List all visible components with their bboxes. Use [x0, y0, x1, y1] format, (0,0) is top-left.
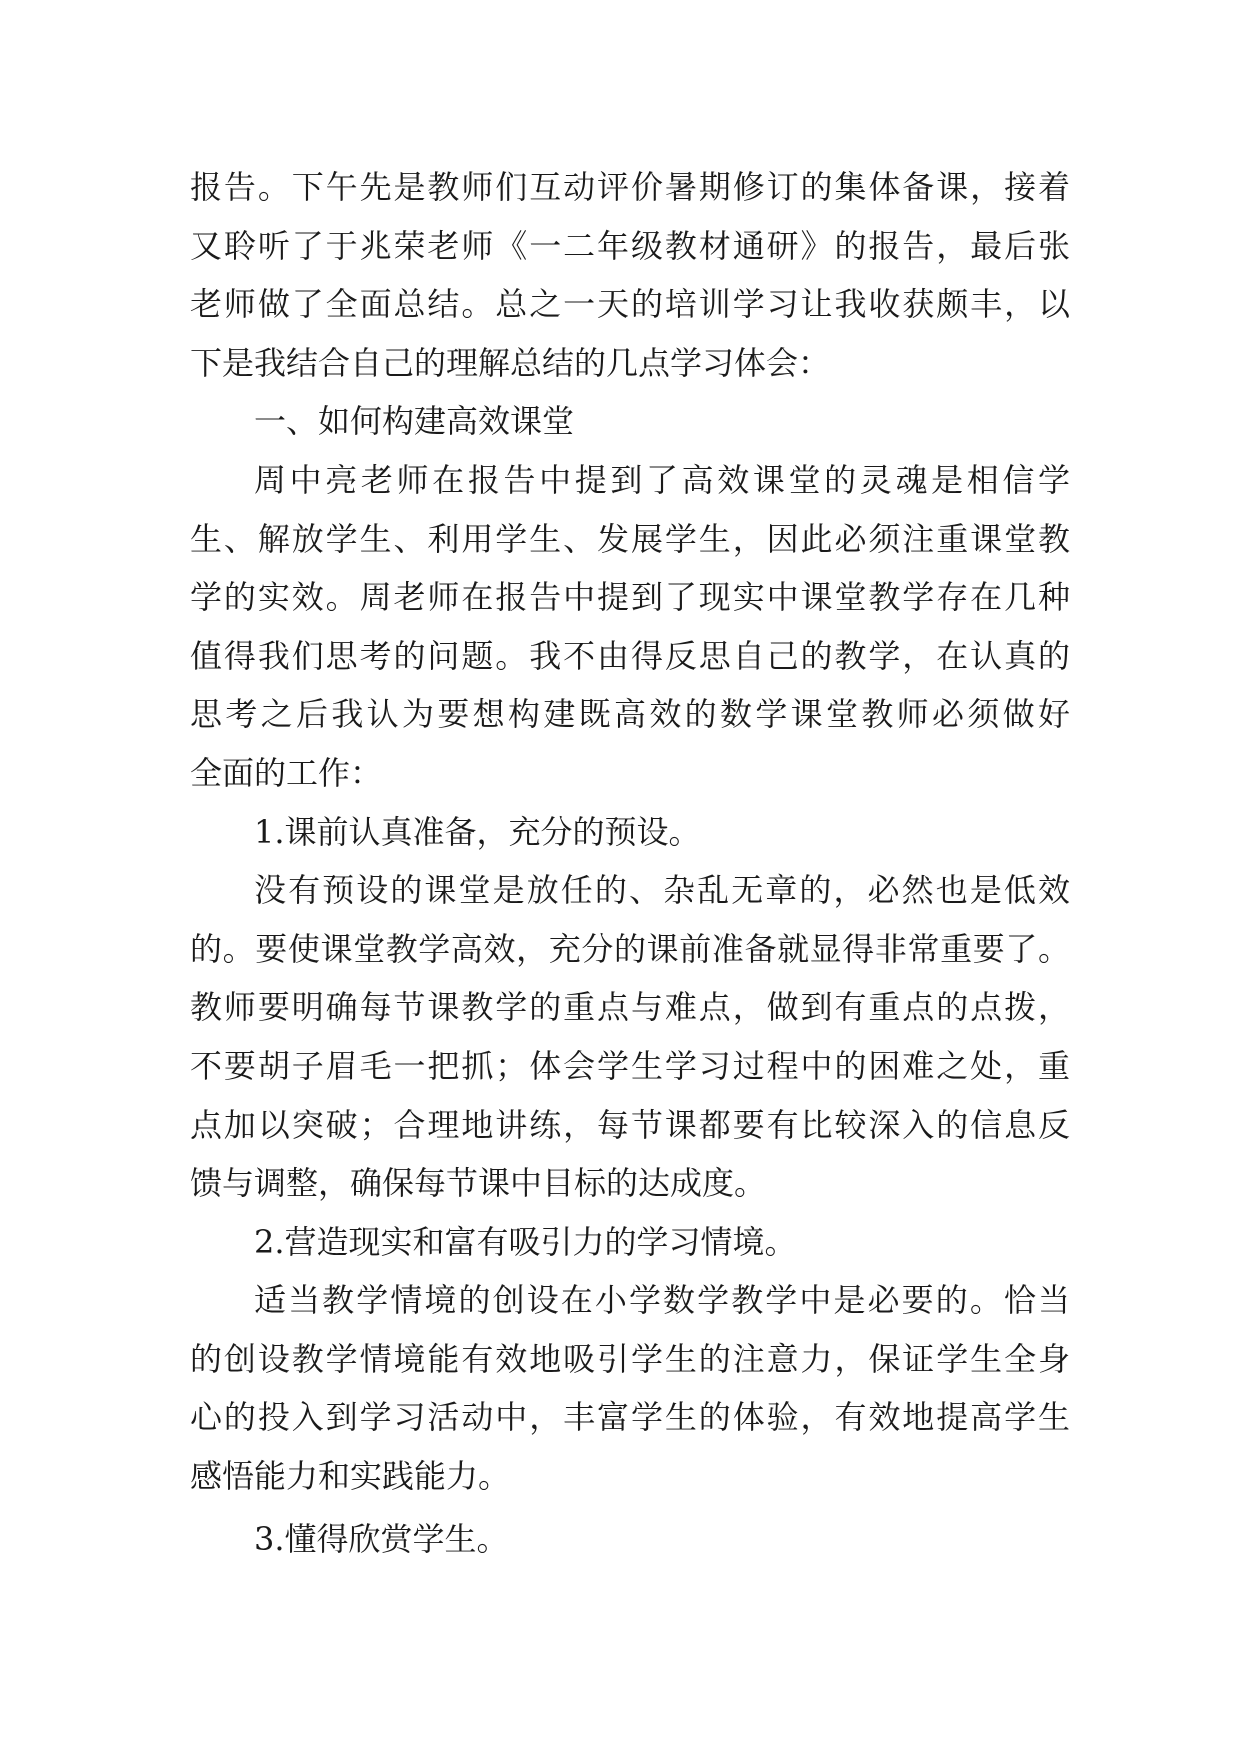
text-line: 教师要明确每节课教学的重点与难点，做到有重点的点拨， [190, 988, 1070, 1027]
section-heading: 一、如何构建高效课堂 [254, 402, 575, 441]
text-line: 不要胡子眉毛一把抓；体会学生学习过程中的困难之处，重 [190, 1046, 1070, 1085]
text-line: 感悟能力和实践能力。 [190, 1457, 511, 1496]
text-line: 周中亮老师在报告中提到了高效课堂的灵魂是相信学 [254, 460, 1070, 499]
body-text [190, 158, 1070, 1568]
text-line: 值得我们思考的问题。我不由得反思自己的教学，在认真的 [190, 636, 1070, 675]
text-line: 老师做了全面总结。总之一天的培训学习让我收获颇丰，以 [190, 285, 1070, 324]
text-line: 思考之后我认为要想构建既高效的数学课堂教师必须做好 [190, 695, 1070, 734]
text-line: 全面的工作： [190, 753, 383, 792]
text-line: 心的投入到学习活动中，丰富学生的体验，有效地提高学生 [190, 1398, 1070, 1437]
text-line: 生、解放学生、利用学生、发展学生，因此必须注重课堂教 [190, 519, 1070, 558]
text-line: 下是我结合自己的理解总结的几点学习体会： [190, 343, 831, 382]
text-line: 的创设教学情境能有效地吸引学生的注意力，保证学生全身 [190, 1339, 1070, 1378]
subsection-heading: 1.课前认真准备，充分的预设。 [254, 812, 701, 851]
text-line: 的。要使课堂教学高效，充分的课前准备就显得非常重要了。 [190, 929, 1070, 968]
subsection-heading: 3.懂得欣赏学生。 [254, 1519, 509, 1558]
text-line: 学的实效。周老师在报告中提到了现实中课堂教学存在几种 [190, 578, 1070, 617]
subsection-heading: 2.营造现实和富有吸引力的学习情境。 [254, 1222, 797, 1261]
text-line: 报告。下午先是教师们互动评价暑期修订的集体备课，接着 [190, 168, 1070, 206]
text-line: 馈与调整，确保每节课中目标的达成度。 [190, 1164, 767, 1203]
text-line: 点加以突破；合理地讲练，每节课都要有比较深入的信息反 [190, 1105, 1070, 1144]
text-line: 没有预设的课堂是放任的、杂乱无章的，必然也是低效 [254, 871, 1070, 910]
text-line: 适当教学情境的创设在小学数学教学中是必要的。恰当 [254, 1281, 1070, 1320]
text-line: 又聆听了于兆荣老师《一二年级教材通研》的报告，最后张 [190, 226, 1070, 265]
